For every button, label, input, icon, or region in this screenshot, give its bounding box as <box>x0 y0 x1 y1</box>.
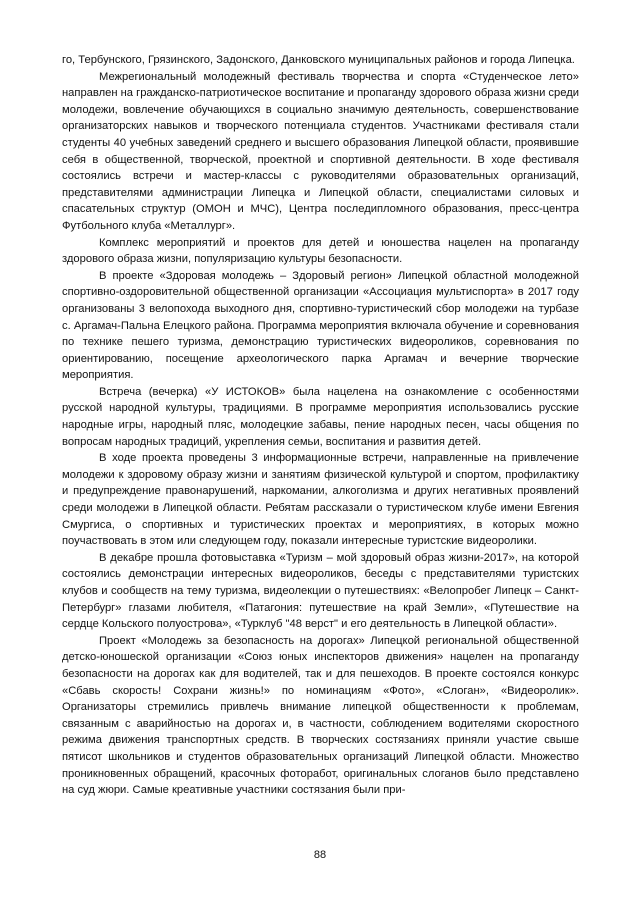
page-number: 88 <box>313 849 327 861</box>
paragraph-healthy-youth-project: В проекте «Здоровая молодежь – Здоровый регион» Липецкой областной молодежной спортивно-оздоровительной общественной организации «Ассоциация мультиспорта» в 2017 году организованы 3 велопохода выходного дня, спортивно-туристический сбор молодежи на турбазе с. Аргамач-Пальна Елецкого района. Программа мероприятия включала обучение и соревнования по технике пешего туризма, демонстрацию туристических видеороликов, соревнования по ориентированию, посещение археологического парка Аргамач и вечерние творческие мероприятия. <box>62 269 579 382</box>
paragraph-continuation: го, Тербунского, Грязинского, Задонского, Данковского муниципальных районов и города Липецка. <box>62 54 575 66</box>
paragraph-photo-exhibition: В декабре прошла фотовыставка «Туризм – мой здоровый образ жизни-2017», на которой состоялись демонстрации интересных видеороликов, беседы с представителями туристских клубов и сообществ на тему туризма, видеолекции о путешествиях: «Велопробег Липецк – Санкт-Петербург» глазами любителя, «Патагония: путешествие на край Земли», «Путешествие на сердце Кольского полуострова», «Турклуб "48 верст" и его деятельность в Липецкой области». <box>62 551 579 631</box>
paragraph-events-complex: Комплекс мероприятий и проектов для детей и юношества нацелен на пропаганду здорового образа жизни, популяризацию культуры безопасности. <box>62 236 579 266</box>
paragraph-information-meetings: В ходе проекта проведены 3 информационные встречи, направленные на привлечение молодежи к здоровому образу жизни и занятиям физической культурой и спортом, профилактику и предупреждение правонарушений, наркомании, алкоголизма и других негативных проявлений среди молодежи в Липецкой области. Ребятам рассказали о туристическом клубе имени Евгения Смургиса, о спортивных и туристических проектах и мероприятиях, в которых можно поучаствовать в этом или следующем году, показали интересные туристские видеоролики. <box>62 452 579 548</box>
paragraph-road-safety-project: Проект «Молодежь за безопасность на дорогах» Липецкой региональной общественной детско-юношеской организации «Союз юных инспекторов движения» нацелен на пропаганду безопасности на дорогах как для водителей, так и для пешеходов. В проекте состоялся конкурс «Сбавь скорость! Сохрани жизнь!» по номинациям «Фото», «Слоган», «Видеоролик». Организаторы стремились привлечь внимание липецкой общественности к проблемам, связанным с аварийностью на дорогах и, в частности, соблюдением водителями скоростного режима движения транспортных средств. В творческих состязаниях приняли участие свыше пятисот школьников и студентов образовательных организаций Липецкой области. Множество проникновенных обращений, красочных фоторабот, оригинальных слоганов было представлено на суд жюри. Самые креативные участники состязания были при- <box>62 634 579 797</box>
paragraph-student-summer-festival: Межрегиональный молодежный фестиваль творчества и спорта «Студенческое лето» направлен на гражданско-патриотическое воспитание и пропаганду здорового образа жизни среди молодежи, вовлечение обучающихся в социально значимую деятельность, совершенствование организаторских навыков и творческого потенциала студентов. Участниками фестиваля стали студенты 40 учебных заведений среднего и высшего образования Липецкой области, проявившие себя в общественной, творческой, проектной и спортивной деятельности. В ходе фестиваля состоялись встречи и мастер-классы с руководителями образовательных организаций, представителями администрации Липецка и Липецкой области, специалистами силовых и спасательных структур (ОМОН и МЧС), Центра последипломного образования, пресс-центра Футбольного клуба «Металлург». <box>62 70 580 232</box>
paragraph-u-istokov-meeting: Встреча (вечерка) «У ИСТОКОВ» была нацелена на ознакомление с особенностями русской народной культуры, традициями. В программе мероприятия использовались русские народные игры, народный пляс, молодецкие забавы, пение народных песен, часы общения по вопросам народных традиций, укрепления семьи, воспитания и развития детей. <box>62 385 579 448</box>
page-body <box>62 52 579 799</box>
